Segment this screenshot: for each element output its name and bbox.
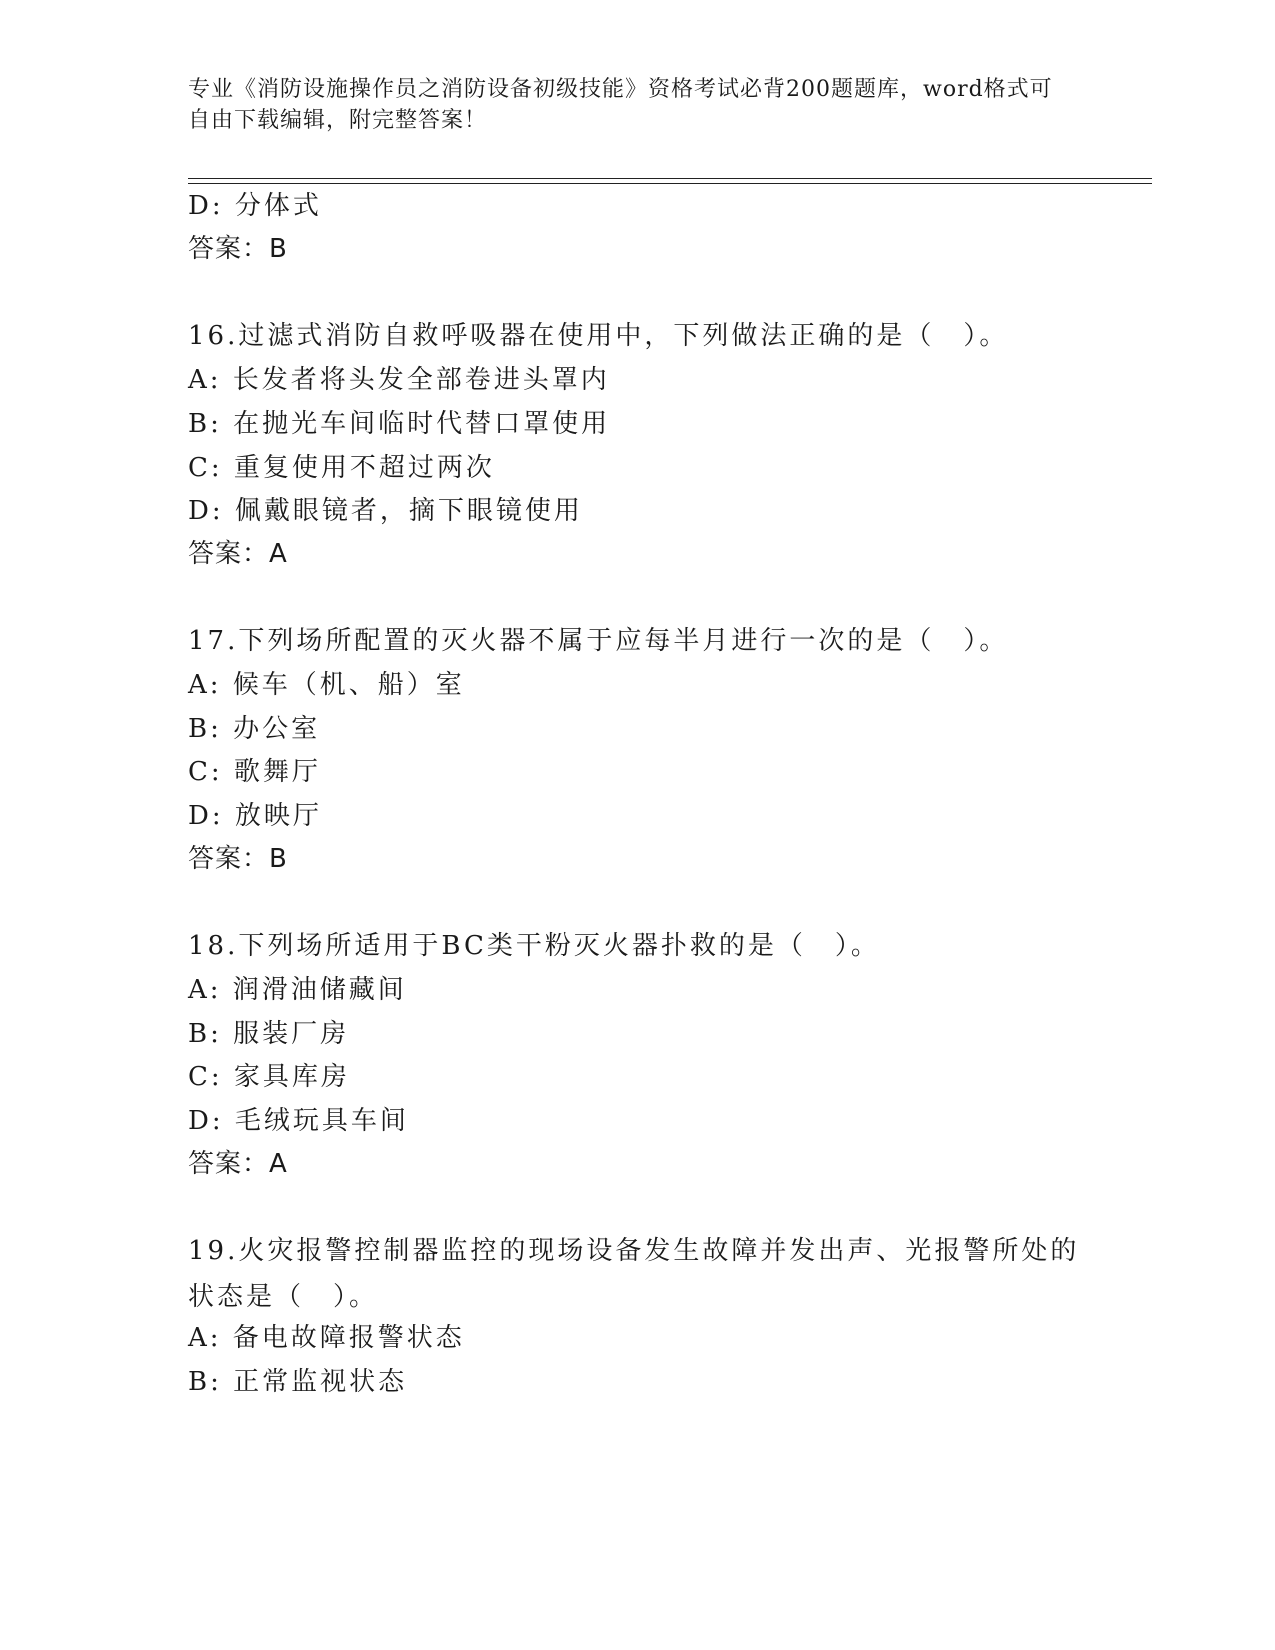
question-19-option-b: B: 正常监视状态 (188, 1367, 408, 1397)
question-16-option-c: C: 重复使用不超过两次 (188, 453, 495, 483)
prev-option-d: D: 分体式 (188, 191, 322, 221)
question-16-option-b: B: 在抛光车间临时代替口罩使用 (188, 409, 611, 439)
question-17-stem: 17.下列场所配置的灭火器不属于应每半月进行一次的是（ ）。 (188, 626, 1009, 656)
question-18-answer: 答案：A (188, 1149, 288, 1179)
question-16-option-a: A: 长发者将头发全部卷进头罩内 (188, 365, 610, 395)
question-17-option-a: A: 候车（机、船）室 (188, 670, 465, 700)
header-divider-top (188, 178, 1152, 179)
question-17-option-b: B: 办公室 (188, 714, 321, 744)
question-18-option-c: C: 家具库房 (188, 1062, 350, 1092)
question-16-answer: 答案：A (188, 539, 288, 569)
question-19-option-a: A: 备电故障报警状态 (188, 1323, 465, 1353)
question-18-option-a: A: 润滑油储藏间 (188, 975, 407, 1005)
question-17-option-c: C: 歌舞厅 (188, 757, 321, 787)
question-19-stem: 19.火灾报警控制器监控的现场设备发生故障并发出声、光报警所处的状态是（ ）。 (188, 1236, 1080, 1312)
header-divider-bottom (188, 183, 1152, 184)
question-16-option-d: D: 佩戴眼镜者，摘下眼镜使用 (188, 496, 583, 526)
question-17-option-d: D: 放映厅 (188, 801, 322, 831)
prev-answer: 答案：B (188, 234, 288, 264)
question-16-stem: 16.过滤式消防自救呼吸器在使用中，下列做法正确的是（ ）。 (188, 321, 1009, 351)
question-18-option-b: B: 服装厂房 (188, 1019, 350, 1049)
question-18-option-d: D: 毛绒玩具车间 (188, 1106, 409, 1136)
document-header: 专业《消防设施操作员之消防设备初级技能》资格考试必背200题题库，word格式可自由下载编辑，附完整答案！ (188, 77, 1053, 133)
question-18-stem: 18.下列场所适用于BC类干粉灭火器扑救的是（ ）。 (188, 931, 880, 961)
question-17-answer: 答案：B (188, 844, 288, 874)
